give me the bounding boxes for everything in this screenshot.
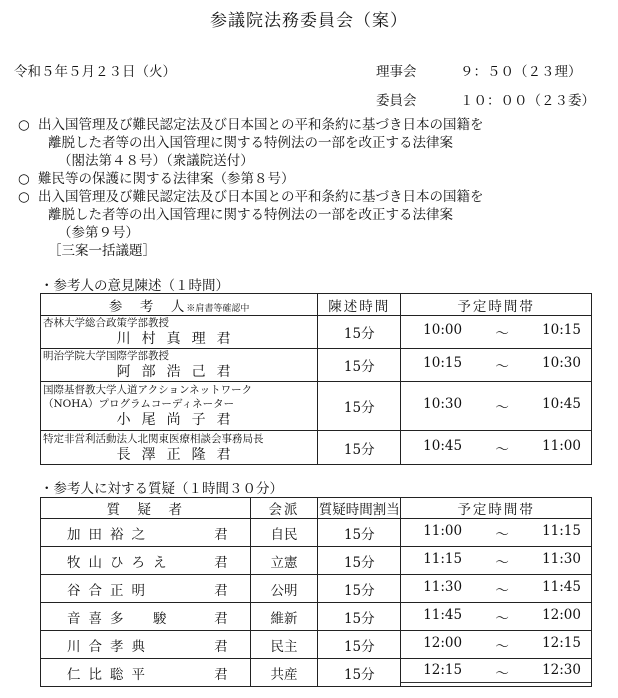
end-time: 10:15 (542, 322, 581, 338)
table-row (41, 382, 592, 431)
witness-org-line2: （NOHA）プログラムコーディネーター (43, 398, 235, 410)
honorific: 君 (214, 638, 228, 655)
start-time: 11:15 (423, 550, 463, 567)
table-row (41, 603, 592, 631)
table-row (41, 631, 592, 659)
agenda-item-1 (18, 113, 484, 133)
start-time: 10:30 (423, 396, 463, 412)
table-row (41, 349, 592, 382)
header-slot: 予定時間帯 (401, 294, 592, 316)
witness-name: 阿部浩己君 (116, 364, 242, 380)
party-cell: 共産 (250, 659, 318, 687)
circle-mark-icon: ○ (18, 117, 30, 133)
schedule-time-riji: ９：５０（２３理） (460, 64, 582, 80)
agenda-line: 離脱した者等の出入国管理に関する特例法の一部を改正する法律案 (48, 207, 453, 223)
agenda-line: 出入国管理及び難民認定法及び日本国との平和条約に基づき日本の国籍を (38, 189, 484, 205)
honorific: 君 (214, 582, 228, 599)
end-time: 11:15 (542, 522, 581, 539)
duration-cell: 15分 (318, 382, 401, 431)
start-time: 12:15 (423, 662, 463, 678)
party-cell: 立憲 (250, 547, 318, 575)
agenda-line: （参第９号） (58, 225, 139, 241)
circle-mark-icon: ○ (18, 171, 30, 187)
end-time: 12:30 (542, 662, 581, 678)
witness-org: 明治学院大学国際学部教授 (43, 350, 169, 362)
end-time: 11:45 (542, 578, 581, 595)
start-time: 11:00 (423, 522, 463, 539)
questioner-name: 仁比聡平 (67, 666, 153, 683)
header-allot: 質疑時間割当 (318, 498, 401, 519)
schedule-label-iinkai: 委員会 (376, 93, 417, 109)
end-time: 10:45 (542, 396, 581, 412)
duration-cell: 15分 (318, 431, 401, 465)
allot-cell: 15分 (318, 519, 401, 547)
questioner-name: 川合孝典 (67, 638, 153, 655)
agenda-line: 難民等の保護に関する法律案（参第８号） (38, 171, 295, 187)
witness-name: 長澤正隆君 (116, 446, 242, 463)
witness-table (40, 293, 592, 465)
honorific: 君 (214, 666, 228, 683)
honorific: 君 (214, 554, 228, 571)
start-time: 10:00 (423, 322, 463, 338)
witness-org: 杏林大学総合政策学部教授 (43, 317, 169, 329)
party-cell: 自民 (250, 519, 318, 547)
tilde: 〜 (495, 326, 509, 342)
schedule-label-riji: 理事会 (376, 64, 417, 80)
tilde: 〜 (495, 666, 509, 682)
circle-mark-icon: ○ (18, 189, 30, 205)
table-header-row (41, 294, 592, 316)
header-party: 会派 (250, 498, 318, 519)
witness-org: 国際基督教大学人道アクションネットワーク (43, 384, 253, 396)
allot-cell: 15分 (318, 575, 401, 603)
meeting-date: 令和５年５月２３日（火） (14, 64, 176, 80)
tilde: 〜 (495, 400, 509, 416)
end-time: 10:30 (542, 355, 581, 371)
tilde: 〜 (495, 359, 509, 375)
duration-cell: 15分 (318, 316, 401, 349)
tilde: 〜 (495, 610, 509, 627)
allot-cell: 15分 (318, 603, 401, 631)
end-time: 11:00 (542, 437, 581, 454)
header-note: ※肩書等確認中 (186, 303, 250, 314)
agenda-line: 出入国管理及び難民認定法及び日本国との平和条約に基づき日本の国籍を (38, 117, 484, 133)
questioner-name: 牧山ひろえ (67, 554, 175, 571)
header-duration: 陳述時間 (318, 294, 401, 316)
table-row (41, 659, 592, 687)
start-time: 10:15 (423, 355, 463, 371)
tilde: 〜 (495, 638, 509, 655)
table-row (41, 519, 592, 547)
honorific: 君 (214, 526, 228, 543)
party-cell: 維新 (250, 603, 318, 631)
witness-name: 川村真理君 (116, 331, 242, 347)
start-time: 10:45 (423, 437, 463, 454)
honorific: 君 (214, 610, 228, 627)
questioner-table (40, 497, 592, 687)
start-time: 12:00 (423, 634, 463, 651)
agenda-line: （閣法第４８号）（衆議院送付） (58, 153, 254, 169)
tilde: 〜 (495, 441, 509, 458)
bundle-note: ［三案一括議題］ (48, 243, 156, 259)
table-row (41, 575, 592, 603)
allot-cell: 15分 (318, 659, 401, 687)
page-title: 参議院法務委員会（案） (210, 11, 408, 31)
header-slot: 予定時間帯 (401, 498, 592, 519)
allot-cell: 15分 (318, 547, 401, 575)
start-time: 11:30 (423, 578, 463, 595)
questioner-name: 加田裕之 (67, 526, 153, 543)
schedule-time-iinkai: １０：００（２３委） (460, 93, 595, 109)
section-heading-opinions: ・参考人の意見陳述（１時間） (40, 278, 229, 294)
table-row (41, 431, 592, 465)
agenda-line: 離脱した者等の出入国管理に関する特例法の一部を改正する法律案 (48, 135, 453, 151)
tilde: 〜 (495, 582, 509, 599)
party-cell: 公明 (250, 575, 318, 603)
agenda-item-2 (18, 167, 295, 187)
tilde: 〜 (495, 526, 509, 543)
end-time: 11:30 (542, 550, 581, 567)
duration-cell: 15分 (318, 349, 401, 382)
questioner-name: 谷合正明 (67, 582, 153, 599)
header-person: 参 考 人 (108, 298, 187, 315)
questioner-name: 音喜多 駿 (67, 610, 175, 627)
header-questioner: 質 疑 者 (41, 498, 251, 519)
table-row (41, 547, 592, 575)
tilde: 〜 (495, 554, 509, 571)
section-heading-questions: ・参考人に対する質疑（１時間３０分） (40, 481, 283, 497)
table-header-row (41, 498, 592, 519)
agenda-item-3 (18, 185, 484, 205)
end-time: 12:15 (542, 634, 581, 651)
party-cell: 民主 (250, 631, 318, 659)
witness-org: 特定非営利活動法人北関東医療相談会事務局長 (43, 432, 264, 445)
witness-name: 小尾尚子君 (116, 412, 242, 428)
allot-cell: 15分 (318, 631, 401, 659)
table-row (41, 316, 592, 349)
start-time: 11:45 (423, 606, 463, 623)
end-time: 12:00 (542, 606, 581, 623)
